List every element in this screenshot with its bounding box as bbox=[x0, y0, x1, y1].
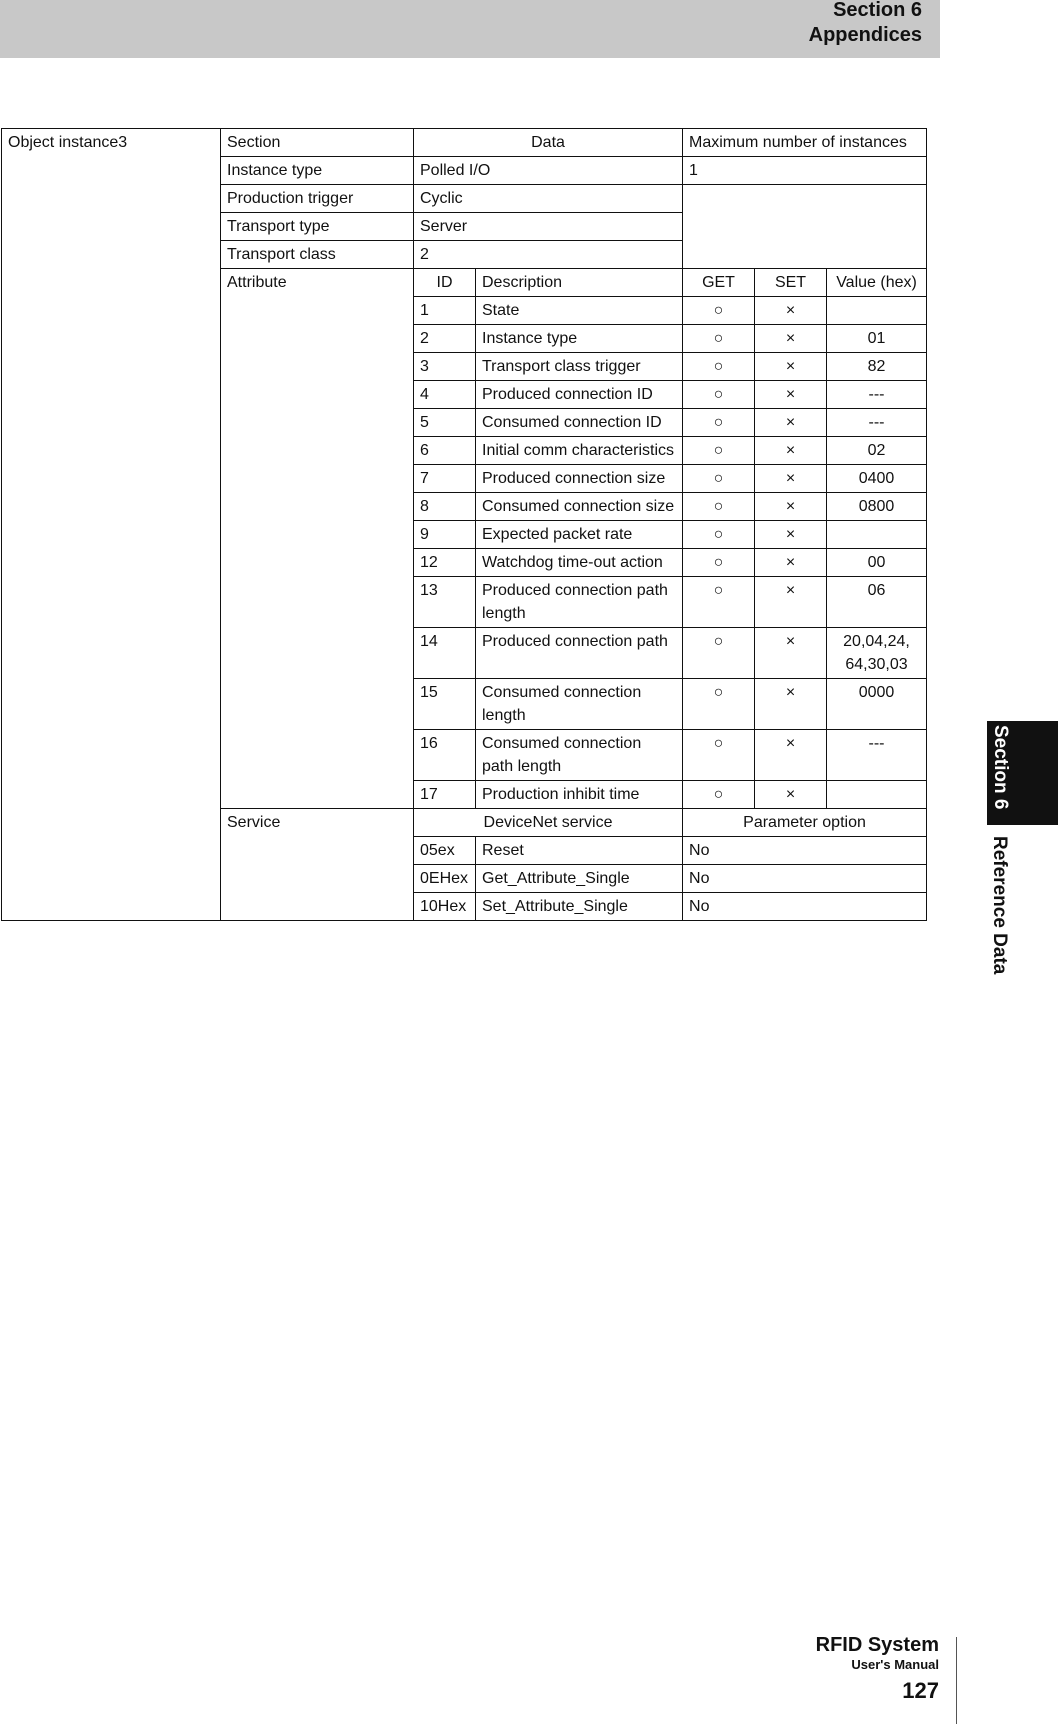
attribute-label-cell: Attribute bbox=[221, 269, 414, 809]
attr-description: Transport class trigger bbox=[476, 353, 683, 381]
attr-description-header: Description bbox=[476, 269, 683, 297]
footer-divider bbox=[956, 1637, 957, 1724]
get-supported-icon: ○ bbox=[683, 549, 755, 577]
attr-value: --- bbox=[827, 381, 927, 409]
attr-value: 06 bbox=[827, 577, 927, 628]
attr-value: 00 bbox=[827, 549, 927, 577]
max-instances-blank bbox=[683, 185, 927, 269]
attr-id: 3 bbox=[414, 353, 476, 381]
set-unsupported-icon: × bbox=[755, 437, 827, 465]
attr-description: Consumed connection path length bbox=[476, 730, 683, 781]
attr-id: 6 bbox=[414, 437, 476, 465]
attr-value bbox=[827, 297, 927, 325]
set-unsupported-icon: × bbox=[755, 493, 827, 521]
side-tab-title-label: Reference Data bbox=[989, 836, 1010, 975]
attr-description: Produced connection path bbox=[476, 628, 683, 679]
max-instances-header-cell: Maximum number of instances bbox=[683, 129, 927, 157]
attr-get-header: GET bbox=[683, 269, 755, 297]
attr-id: 8 bbox=[414, 493, 476, 521]
service-option: No bbox=[683, 865, 927, 893]
section-title: Appendices bbox=[808, 24, 922, 46]
attr-value bbox=[827, 781, 927, 809]
attr-value-header: Value (hex) bbox=[827, 269, 927, 297]
service-code: 0EHex bbox=[414, 865, 476, 893]
attr-id: 9 bbox=[414, 521, 476, 549]
attr-value: --- bbox=[827, 730, 927, 781]
service-name: Get_Attribute_Single bbox=[476, 865, 683, 893]
attr-description: Produced connection size bbox=[476, 465, 683, 493]
get-supported-icon: ○ bbox=[683, 781, 755, 809]
attr-value: 0400 bbox=[827, 465, 927, 493]
get-supported-icon: ○ bbox=[683, 325, 755, 353]
attr-value: 82 bbox=[827, 353, 927, 381]
info-label: Transport type bbox=[221, 213, 414, 241]
attr-id: 16 bbox=[414, 730, 476, 781]
get-supported-icon: ○ bbox=[683, 679, 755, 730]
service-name: Set_Attribute_Single bbox=[476, 893, 683, 921]
attr-id: 4 bbox=[414, 381, 476, 409]
get-supported-icon: ○ bbox=[683, 381, 755, 409]
info-value: 2 bbox=[414, 241, 683, 269]
section-header-cell: Section bbox=[221, 129, 414, 157]
attr-description: Consumed connection ID bbox=[476, 409, 683, 437]
side-tab-section-label: Section 6 bbox=[990, 725, 1011, 810]
service-name: Reset bbox=[476, 837, 683, 865]
data-header-cell: Data bbox=[414, 129, 683, 157]
attr-description: Produced connection ID bbox=[476, 381, 683, 409]
attr-description: Consumed connection size bbox=[476, 493, 683, 521]
set-unsupported-icon: × bbox=[755, 325, 827, 353]
info-value: Cyclic bbox=[414, 185, 683, 213]
set-unsupported-icon: × bbox=[755, 409, 827, 437]
set-unsupported-icon: × bbox=[755, 730, 827, 781]
section-heading bbox=[809, 0, 922, 48]
info-value: Polled I/O bbox=[414, 157, 683, 185]
set-unsupported-icon: × bbox=[755, 577, 827, 628]
attr-id-header: ID bbox=[414, 269, 476, 297]
header-band bbox=[0, 0, 940, 58]
service-code: 05ex bbox=[414, 837, 476, 865]
page-number: 127 bbox=[902, 1678, 939, 1703]
attr-description: Watchdog time-out action bbox=[476, 549, 683, 577]
max-instances-value: 1 bbox=[683, 157, 927, 185]
attr-id: 12 bbox=[414, 549, 476, 577]
parameter-option-header: Parameter option bbox=[683, 809, 927, 837]
get-supported-icon: ○ bbox=[683, 521, 755, 549]
object-label-cell: Object instance3 bbox=[2, 129, 221, 921]
service-code: 10Hex bbox=[414, 893, 476, 921]
attr-value: --- bbox=[827, 409, 927, 437]
attr-value bbox=[827, 521, 927, 549]
service-option: No bbox=[683, 837, 927, 865]
header-row bbox=[2, 129, 927, 157]
section-number: Section 6 bbox=[833, 0, 922, 21]
attr-id: 7 bbox=[414, 465, 476, 493]
attr-value: 20,04,24, 64,30,03 bbox=[827, 628, 927, 679]
set-unsupported-icon: × bbox=[755, 353, 827, 381]
get-supported-icon: ○ bbox=[683, 409, 755, 437]
get-supported-icon: ○ bbox=[683, 493, 755, 521]
set-unsupported-icon: × bbox=[755, 521, 827, 549]
attr-id: 5 bbox=[414, 409, 476, 437]
footer bbox=[816, 1633, 939, 1706]
service-header: DeviceNet service bbox=[414, 809, 683, 837]
set-unsupported-icon: × bbox=[755, 381, 827, 409]
get-supported-icon: ○ bbox=[683, 437, 755, 465]
footer-manual: User's Manual bbox=[851, 1657, 939, 1672]
attr-id: 13 bbox=[414, 577, 476, 628]
attr-description: Consumed connection length bbox=[476, 679, 683, 730]
attr-id: 14 bbox=[414, 628, 476, 679]
service-option: No bbox=[683, 893, 927, 921]
get-supported-icon: ○ bbox=[683, 628, 755, 679]
get-supported-icon: ○ bbox=[683, 465, 755, 493]
attr-description: State bbox=[476, 297, 683, 325]
info-label: Instance type bbox=[221, 157, 414, 185]
info-label: Transport class bbox=[221, 241, 414, 269]
attr-description: Initial comm characteristics bbox=[476, 437, 683, 465]
set-unsupported-icon: × bbox=[755, 297, 827, 325]
service-label-cell: Service bbox=[221, 809, 414, 921]
attr-description: Instance type bbox=[476, 325, 683, 353]
get-supported-icon: ○ bbox=[683, 297, 755, 325]
get-supported-icon: ○ bbox=[683, 353, 755, 381]
footer-product: RFID System bbox=[815, 1634, 939, 1656]
attr-id: 17 bbox=[414, 781, 476, 809]
attr-id: 15 bbox=[414, 679, 476, 730]
attr-description: Produced connection path length bbox=[476, 577, 683, 628]
set-unsupported-icon: × bbox=[755, 465, 827, 493]
attr-description: Production inhibit time bbox=[476, 781, 683, 809]
attr-id: 1 bbox=[414, 297, 476, 325]
attr-description: Expected packet rate bbox=[476, 521, 683, 549]
object-instance-table bbox=[1, 128, 927, 921]
attr-value: 0000 bbox=[827, 679, 927, 730]
set-unsupported-icon: × bbox=[755, 781, 827, 809]
set-unsupported-icon: × bbox=[755, 679, 827, 730]
attr-set-header: SET bbox=[755, 269, 827, 297]
attr-value: 01 bbox=[827, 325, 927, 353]
get-supported-icon: ○ bbox=[683, 730, 755, 781]
attr-value: 02 bbox=[827, 437, 927, 465]
set-unsupported-icon: × bbox=[755, 628, 827, 679]
info-value: Server bbox=[414, 213, 683, 241]
attr-id: 2 bbox=[414, 325, 476, 353]
side-tab-section bbox=[987, 721, 1058, 825]
attr-value: 0800 bbox=[827, 493, 927, 521]
info-label: Production trigger bbox=[221, 185, 414, 213]
set-unsupported-icon: × bbox=[755, 549, 827, 577]
get-supported-icon: ○ bbox=[683, 577, 755, 628]
